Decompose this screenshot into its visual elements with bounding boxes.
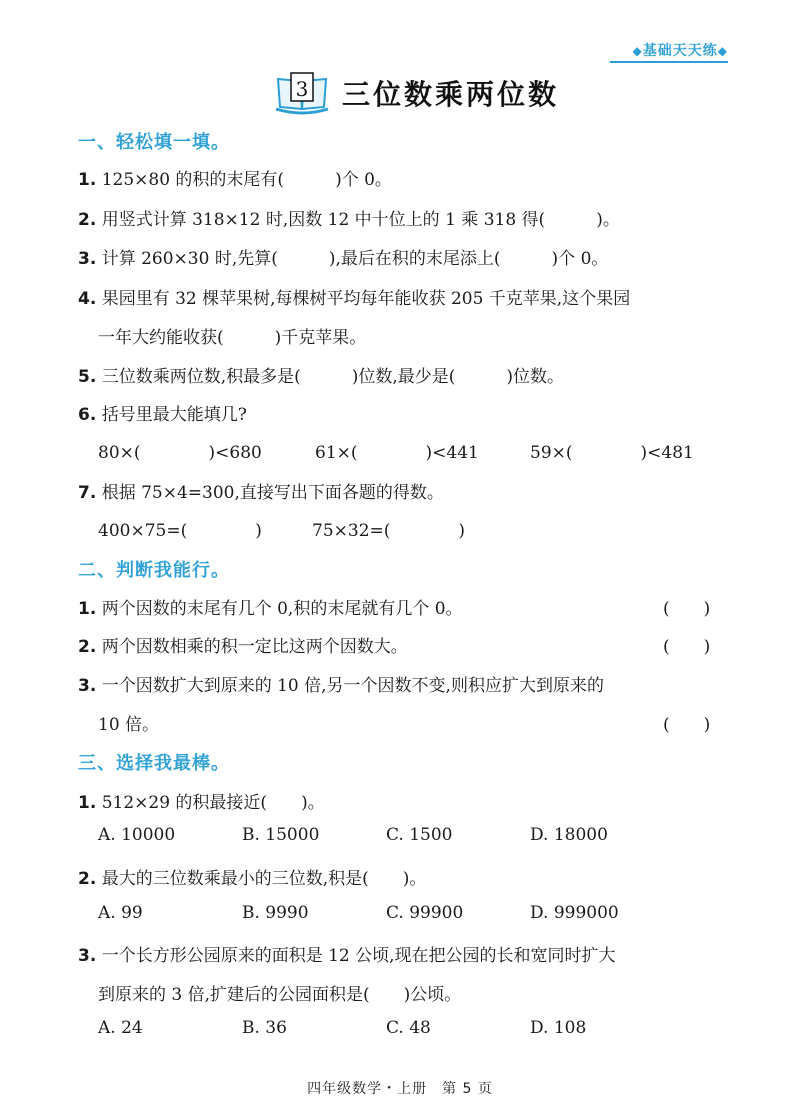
question-number: 1. (78, 599, 97, 619)
option-d: D. 999000 (530, 903, 619, 923)
question-1-6 (78, 400, 247, 425)
question-number: 7. (78, 483, 97, 503)
option-d: D. 18000 (530, 825, 608, 845)
diamond-icon: ◆ (632, 44, 643, 58)
badge-underline (610, 61, 728, 63)
option-c: C. 99900 (386, 903, 464, 923)
question-number: 4. (78, 289, 97, 309)
option-b: B. 36 (242, 1018, 287, 1038)
inequality-b: 61×( )<441 (315, 443, 479, 463)
question-1-5 (78, 362, 564, 387)
section-heading-judge: 二、判断我能行。 (78, 560, 230, 581)
answer-paren: ( ) (663, 599, 711, 619)
question-1-1 (78, 165, 392, 190)
question-2-1 (78, 594, 463, 619)
question-text: 两个因数相乘的积一定比这两个因数大。 (101, 637, 408, 657)
page-title-block (274, 70, 559, 116)
option-d: D. 108 (530, 1018, 587, 1038)
option-a: A. 99 (98, 903, 143, 923)
question-number: 2. (78, 210, 97, 230)
option-a: A. 24 (98, 1018, 143, 1038)
option-b: B. 15000 (242, 825, 320, 845)
question-text: 两个因数的末尾有几个 0,积的末尾就有几个 0。 (101, 599, 463, 619)
calc-b: 75×32=( ) (312, 521, 466, 541)
question-text: 根据 75×4=300,直接写出下面各题的得数。 (101, 483, 444, 503)
question-3-3-continued: 到原来的 3 倍,扩建后的公园面积是( )公顷。 (98, 985, 462, 1005)
question-1-3 (78, 244, 608, 269)
page-footer: 四年级数学・上册 第 5 页 (307, 1081, 493, 1097)
diamond-icon: ◆ (717, 44, 728, 58)
badge-text: 基础天天练 (642, 43, 718, 59)
page-title: 三位数乘两位数 (342, 78, 560, 111)
question-text: 计算 260×30 时,先算( ),最后在积的末尾添上( )个 0。 (101, 249, 609, 269)
section-heading-choose: 三、选择我最棒。 (78, 753, 230, 774)
question-number: 6. (78, 405, 97, 425)
question-text: 125×80 的积的末尾有( )个 0。 (101, 170, 392, 190)
option-c: C. 1500 (386, 825, 453, 845)
question-text: 最大的三位数乘最小的三位数,积是( )。 (101, 869, 427, 889)
question-number: 1. (78, 793, 97, 813)
question-number: 1. (78, 170, 97, 190)
question-3-2 (78, 864, 426, 889)
question-3-1 (78, 788, 325, 813)
inequality-c: 59×( )<481 (530, 443, 694, 463)
answer-paren: ( ) (663, 715, 711, 735)
question-3-3 (78, 941, 616, 966)
question-1-7 (78, 478, 444, 503)
question-2-3-continued: 10 倍。 (98, 715, 160, 735)
inequality-a: 80×( )<680 (98, 443, 262, 463)
question-text: 三位数乘两位数,积最多是( )位数,最少是( )位数。 (101, 367, 565, 387)
option-c: C. 48 (386, 1018, 431, 1038)
question-text: 一个因数扩大到原来的 10 倍,另一个因数不变,则积应扩大到原来的 (101, 676, 604, 696)
question-text: 512×29 的积最接近( )。 (101, 793, 325, 813)
question-2-2 (78, 632, 408, 657)
question-number: 2. (78, 869, 97, 889)
question-1-2 (78, 205, 620, 230)
question-2-3 (78, 671, 604, 696)
question-number: 3. (78, 249, 97, 269)
section-heading-fill: 一、轻松填一填。 (78, 132, 230, 153)
header-badge (633, 40, 728, 60)
calc-a: 400×75=( ) (98, 521, 262, 541)
question-text: 果园里有 32 棵苹果树,每棵树平均每年能收获 205 千克苹果,这个果园 (101, 289, 631, 309)
question-text: 括号里最大能填几? (101, 405, 247, 425)
option-a: A. 10000 (98, 825, 176, 845)
lesson-number: 3 (295, 77, 309, 101)
question-number: 2. (78, 637, 97, 657)
option-b: B. 9990 (242, 903, 309, 923)
open-book-icon (274, 71, 330, 115)
question-number: 5. (78, 367, 97, 387)
question-1-4-continued: 一年大约能收获( )千克苹果。 (98, 328, 367, 348)
question-number: 3. (78, 676, 97, 696)
question-text: 一个长方形公园原来的面积是 12 公顷,现在把公园的长和宽同时扩大 (101, 946, 616, 966)
question-text: 用竖式计算 318×12 时,因数 12 中十位上的 1 乘 318 得( )。 (101, 210, 620, 230)
question-number: 3. (78, 946, 97, 966)
question-1-4 (78, 284, 630, 309)
answer-paren: ( ) (663, 637, 711, 657)
